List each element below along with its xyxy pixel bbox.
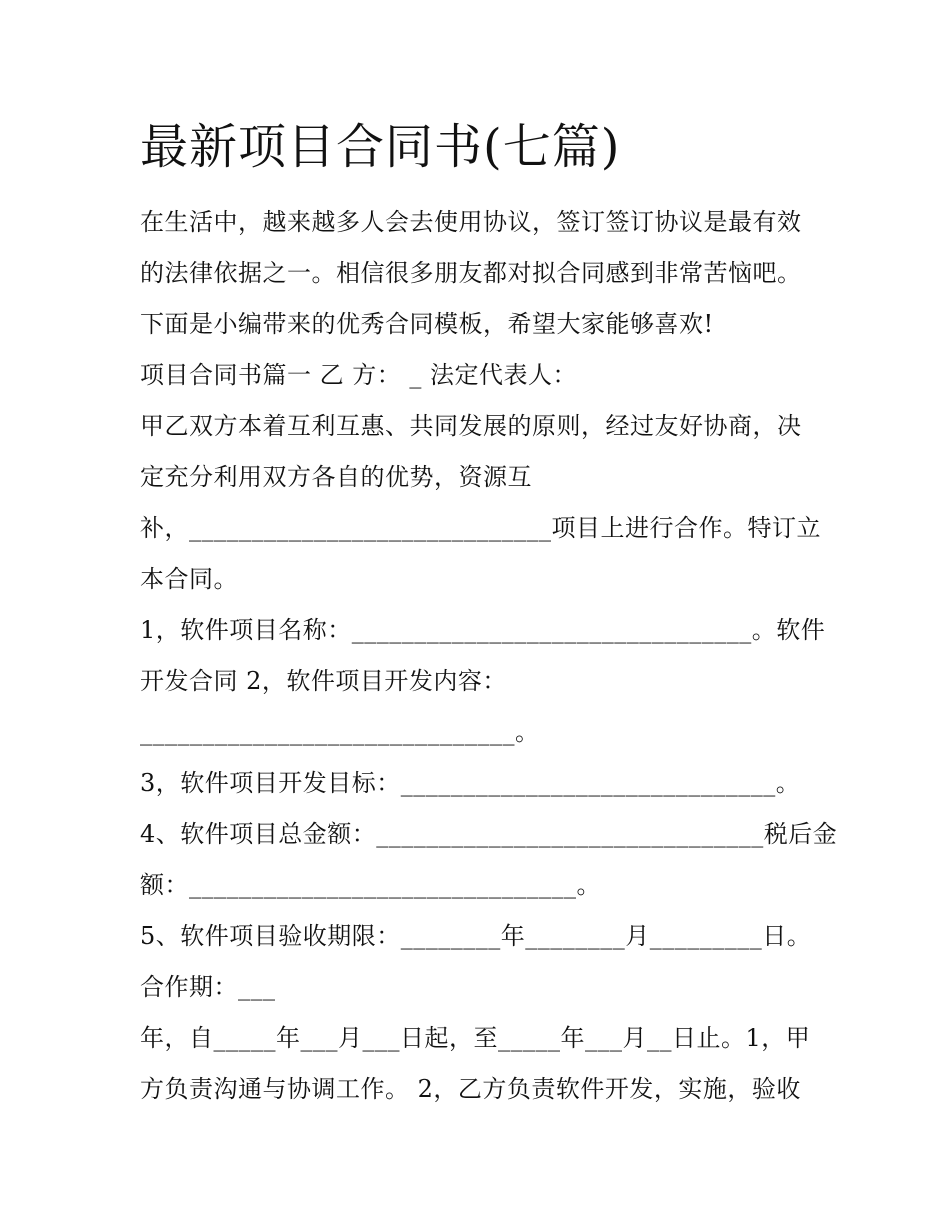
paragraph-line: 在生活中，越来越多人会去使用协议，签订签订协议是最有效 (140, 208, 802, 236)
paragraph-line: 5、软件项目验收期限：________年________月_________日。 (140, 922, 812, 950)
paragraph-line: 方负责沟通与协调工作。 2，乙方负责软件开发，实施，验收 (140, 1075, 801, 1103)
paragraph-line: 额：_______________________________。 (140, 871, 601, 899)
paragraph-line: ______________________________。 (140, 718, 540, 746)
document-title: 最新项目合同书(七篇) (140, 119, 621, 175)
paragraph-line: 合作期：___ (140, 973, 276, 1001)
paragraph-line: 补，_____________________________项目上进行合作。特订立 (140, 514, 821, 542)
paragraph-line: 3，软件项目开发目标：______________________________。 (140, 769, 801, 797)
paragraph-line: 1，软件项目名称：________________________________。软件 (140, 616, 826, 644)
paragraph-line: 的法律依据之一。相信很多朋友都对拟合同感到非常苦恼吧。 (140, 259, 802, 287)
paragraph-line: 甲乙双方本着互利互惠、共同发展的原则，经过友好协商，决 (140, 412, 802, 440)
paragraph-line: 4、软件项目总金额：_______________________________税后金 (140, 820, 838, 848)
paragraph-line: 下面是小编带来的优秀合同模板，希望大家能够喜欢! (140, 310, 714, 338)
paragraph-line: 开发合同 2，软件项目开发内容： (140, 667, 507, 695)
paragraph-line: 本合同。 (140, 565, 238, 593)
paragraph-line: 年，自_____年___月___日起，至_____年___月__日止。1，甲 (140, 1024, 811, 1052)
paragraph-line: 定充分利用双方各自的优势，资源互 (140, 463, 532, 491)
paragraph-line: 项目合同书篇一 乙 方： _ 法定代表人： (140, 361, 578, 389)
